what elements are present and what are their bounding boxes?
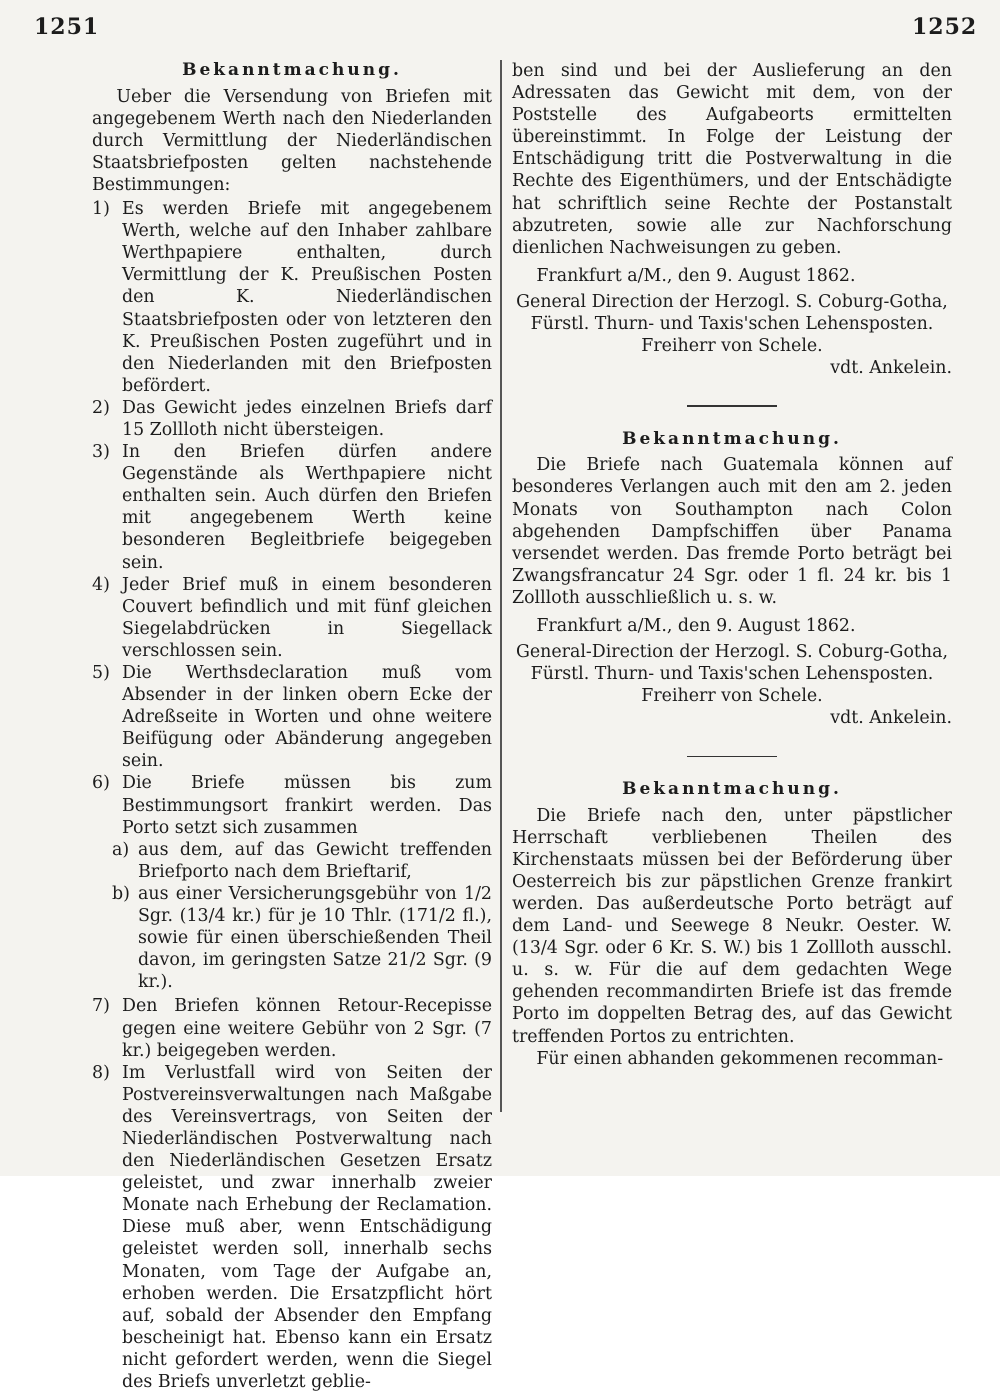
item-number: 5)	[92, 663, 110, 684]
sub-item-text: aus einer Versicherungsgebühr von 1/2 Sgr. (13/4 kr.) für je 10 Thlr. (171/2 fl.), sowie für einen überschießenden Theil davon, im geringsten Satze 21/2 Sgr. (9 kr.).	[138, 883, 492, 993]
notice-heading-1: Bekanntmachung.	[182, 60, 402, 80]
item-text: Die Werthsdeclaration muß vom Absender in der linken obern Ecke der Adreßseite in Worten und ohne weitere Beifügung oder Abänderung angegeben sein.	[122, 663, 492, 772]
regulation-list-continued	[92, 995, 492, 1393]
notice-body-2: Die Briefe nach Guatemala können auf besonderes Verlangen auch mit den am 2. jeden Monats von Southampton nach Colon abgehenden Dampfschiffen über Panama versendet werden. Das fremde Porto beträgt bei Zwangsfrancatur 24 Sgr. oder 1 fl. 24 kr. bis 1 Zollloth ausschließlich u. s. w.	[512, 455, 952, 608]
page-number-right: 1252	[912, 14, 978, 40]
item-number: 7)	[92, 996, 110, 1017]
regulation-item	[92, 1062, 492, 1393]
notice-heading-2: Bekanntmachung.	[622, 428, 842, 449]
authority-1: General Direction der Herzogl. S. Coburg-Gotha, Fürstl. Thurn- und Taxis'schen Lehensposten.	[516, 291, 948, 335]
vdt-1: vdt. Ankelein.	[830, 358, 952, 379]
authority-2: General-Direction der Herzogl. S. Coburg-Gotha, Fürstl. Thurn- und Taxis'schen Lehensposten.	[515, 642, 949, 685]
item-number: 3)	[92, 442, 110, 463]
sub-item-label: a)	[112, 839, 130, 860]
regulation-item	[92, 662, 492, 772]
vdt-2: vdt. Ankelein.	[830, 708, 952, 729]
item-text: Den Briefen können Retour-Recepisse gegen eine weitere Gebühr von 2 Sgr. (7 kr.) beigegeben werden.	[122, 996, 492, 1061]
section-separator	[687, 405, 777, 407]
item-number: 4)	[92, 574, 110, 595]
place-date-2: Frankfurt a/M., den 9. August 1862.	[536, 616, 856, 637]
item-text: Es werden Briefe mit angegebenem Werth, welche auf den Inhaber zahlbare Werthpapiere enthalten, durch Vermittlung der K. Preußischen Posten den K. Niederländischen Staatsbriefposten oder von letzteren den K. Preußischen Posten zugeführt und in den Niederlanden mit den Briefposten befördert.	[122, 199, 492, 396]
item-number: 2)	[92, 397, 110, 418]
item-text: In den Briefen dürfen andere Gegenstände als Werthpapiere nicht enthalten sein. Auch dürfen den Briefen mit angegebenem Werth keine besonderen Begleitbriefe beigegeben sein.	[122, 442, 492, 573]
regulation-item	[92, 441, 492, 574]
signer-2: Freiherr von Schele.	[641, 686, 823, 707]
left-column	[92, 60, 492, 1393]
item-text: Das Gewicht jedes einzelnen Briefs darf 15 Zollloth nicht übersteigen.	[122, 397, 492, 440]
sub-item	[112, 839, 492, 883]
item-text: Die Briefe müssen bis zum Bestimmungsort frankirt werden. Das Porto setzt sich zusammen	[122, 773, 492, 838]
notice-body-3: Die Briefe nach den, unter päpstlicher Herrschaft verbliebenen Theilen des Kirchenstaats müssen bei der Beförderung über Oesterreich bis zur päpstlichen Grenze frankirt werden. Das außerdeutsche Porto beträgt auf dem Land- und Seewege 8 Neukr. Oester. W. (13/4 Sgr. oder 6 Kr. S. W.) bis 1 Zollloth ausschl. u. s. w. Für die auf dem gedachten Wege gehenden recommandirten Briefe ist das fremde Porto im doppelten Betrag des, auf das Gewicht treffenden Portos zu entrichten.	[512, 805, 952, 1047]
item-text: Im Verlustfall wird von Seiten der Postvereinsverwaltungen nach Maßgabe des Vereinsvertrags, von Seiten der Niederländischen Postverwaltung nach den Niederländischen Gesetzen Ersatz geleistet, und zwar innerhalb zweier Monate nach Erhebung der Reclamation. Diese muß aber, wenn Entschädigung geleistet werden soll, innerhalb sechs Monaten, vom Tage der Aufgabe an, erhoben werden. Die Ersatzpflicht hört auf, sobald der Absender den Empfang bescheinigt hat. Ebenso kann ein Ersatz nicht gefordert werden, wenn die Siegel des Briefs unverletzt geblie-	[122, 1062, 492, 1393]
porto-sub-list	[92, 839, 492, 994]
item-number: 8)	[92, 1062, 110, 1083]
signer-1: Freiherr von Schele.	[641, 336, 823, 357]
sub-item-text: aus dem, auf das Gewicht treffenden Briefporto nach dem Brieftarif,	[138, 839, 492, 882]
item-text: Jeder Brief muß in einem besonderen Couvert befindlich und mit fünf gleichen Siegelabdrücken in Siegellack verschlossen sein.	[122, 574, 492, 661]
regulation-item	[92, 397, 492, 441]
notice-intro-1: Ueber die Versendung von Briefen mit angegebenem Werth nach den Niederlanden durch Vermittlung der Niederländischen Staatsbriefposten gelten nachstehende Bestimmungen:	[92, 86, 492, 195]
regulation-item	[92, 574, 492, 662]
item-number: 1)	[92, 199, 110, 220]
regulation-item	[92, 772, 492, 838]
sub-item-label: b)	[112, 883, 130, 904]
notice-continuation-1: ben sind und bei der Auslieferung an den Adressaten das Gewicht mit dem, von der Poststelle des Aufgabeorts ermittelten übereinstimmt. In Folge der Leistung der Entschädigung tritt die Postverwaltung in die Rechte des Eigenthümers, und der Entschädigte hat schriftlich seine Rechte der Postanstalt abzutreten, sowie alle zur Nachforschung dienlichen Nachweisungen zu geben.	[512, 61, 952, 258]
place-date-1: Frankfurt a/M., den 9. August 1862.	[536, 265, 856, 286]
regulation-list	[92, 198, 492, 839]
notice-body-3-continuation: Für einen abhanden gekommenen recomman-	[536, 1048, 944, 1069]
sub-item	[112, 883, 492, 993]
item-number: 6)	[92, 773, 110, 794]
regulation-item	[92, 198, 492, 397]
column-divider	[500, 60, 502, 1112]
right-column	[512, 60, 952, 1070]
notice-heading-3: Bekanntmachung.	[622, 779, 842, 800]
regulation-item	[92, 995, 492, 1061]
section-separator	[687, 756, 777, 758]
page-number-left: 1251	[34, 14, 100, 40]
